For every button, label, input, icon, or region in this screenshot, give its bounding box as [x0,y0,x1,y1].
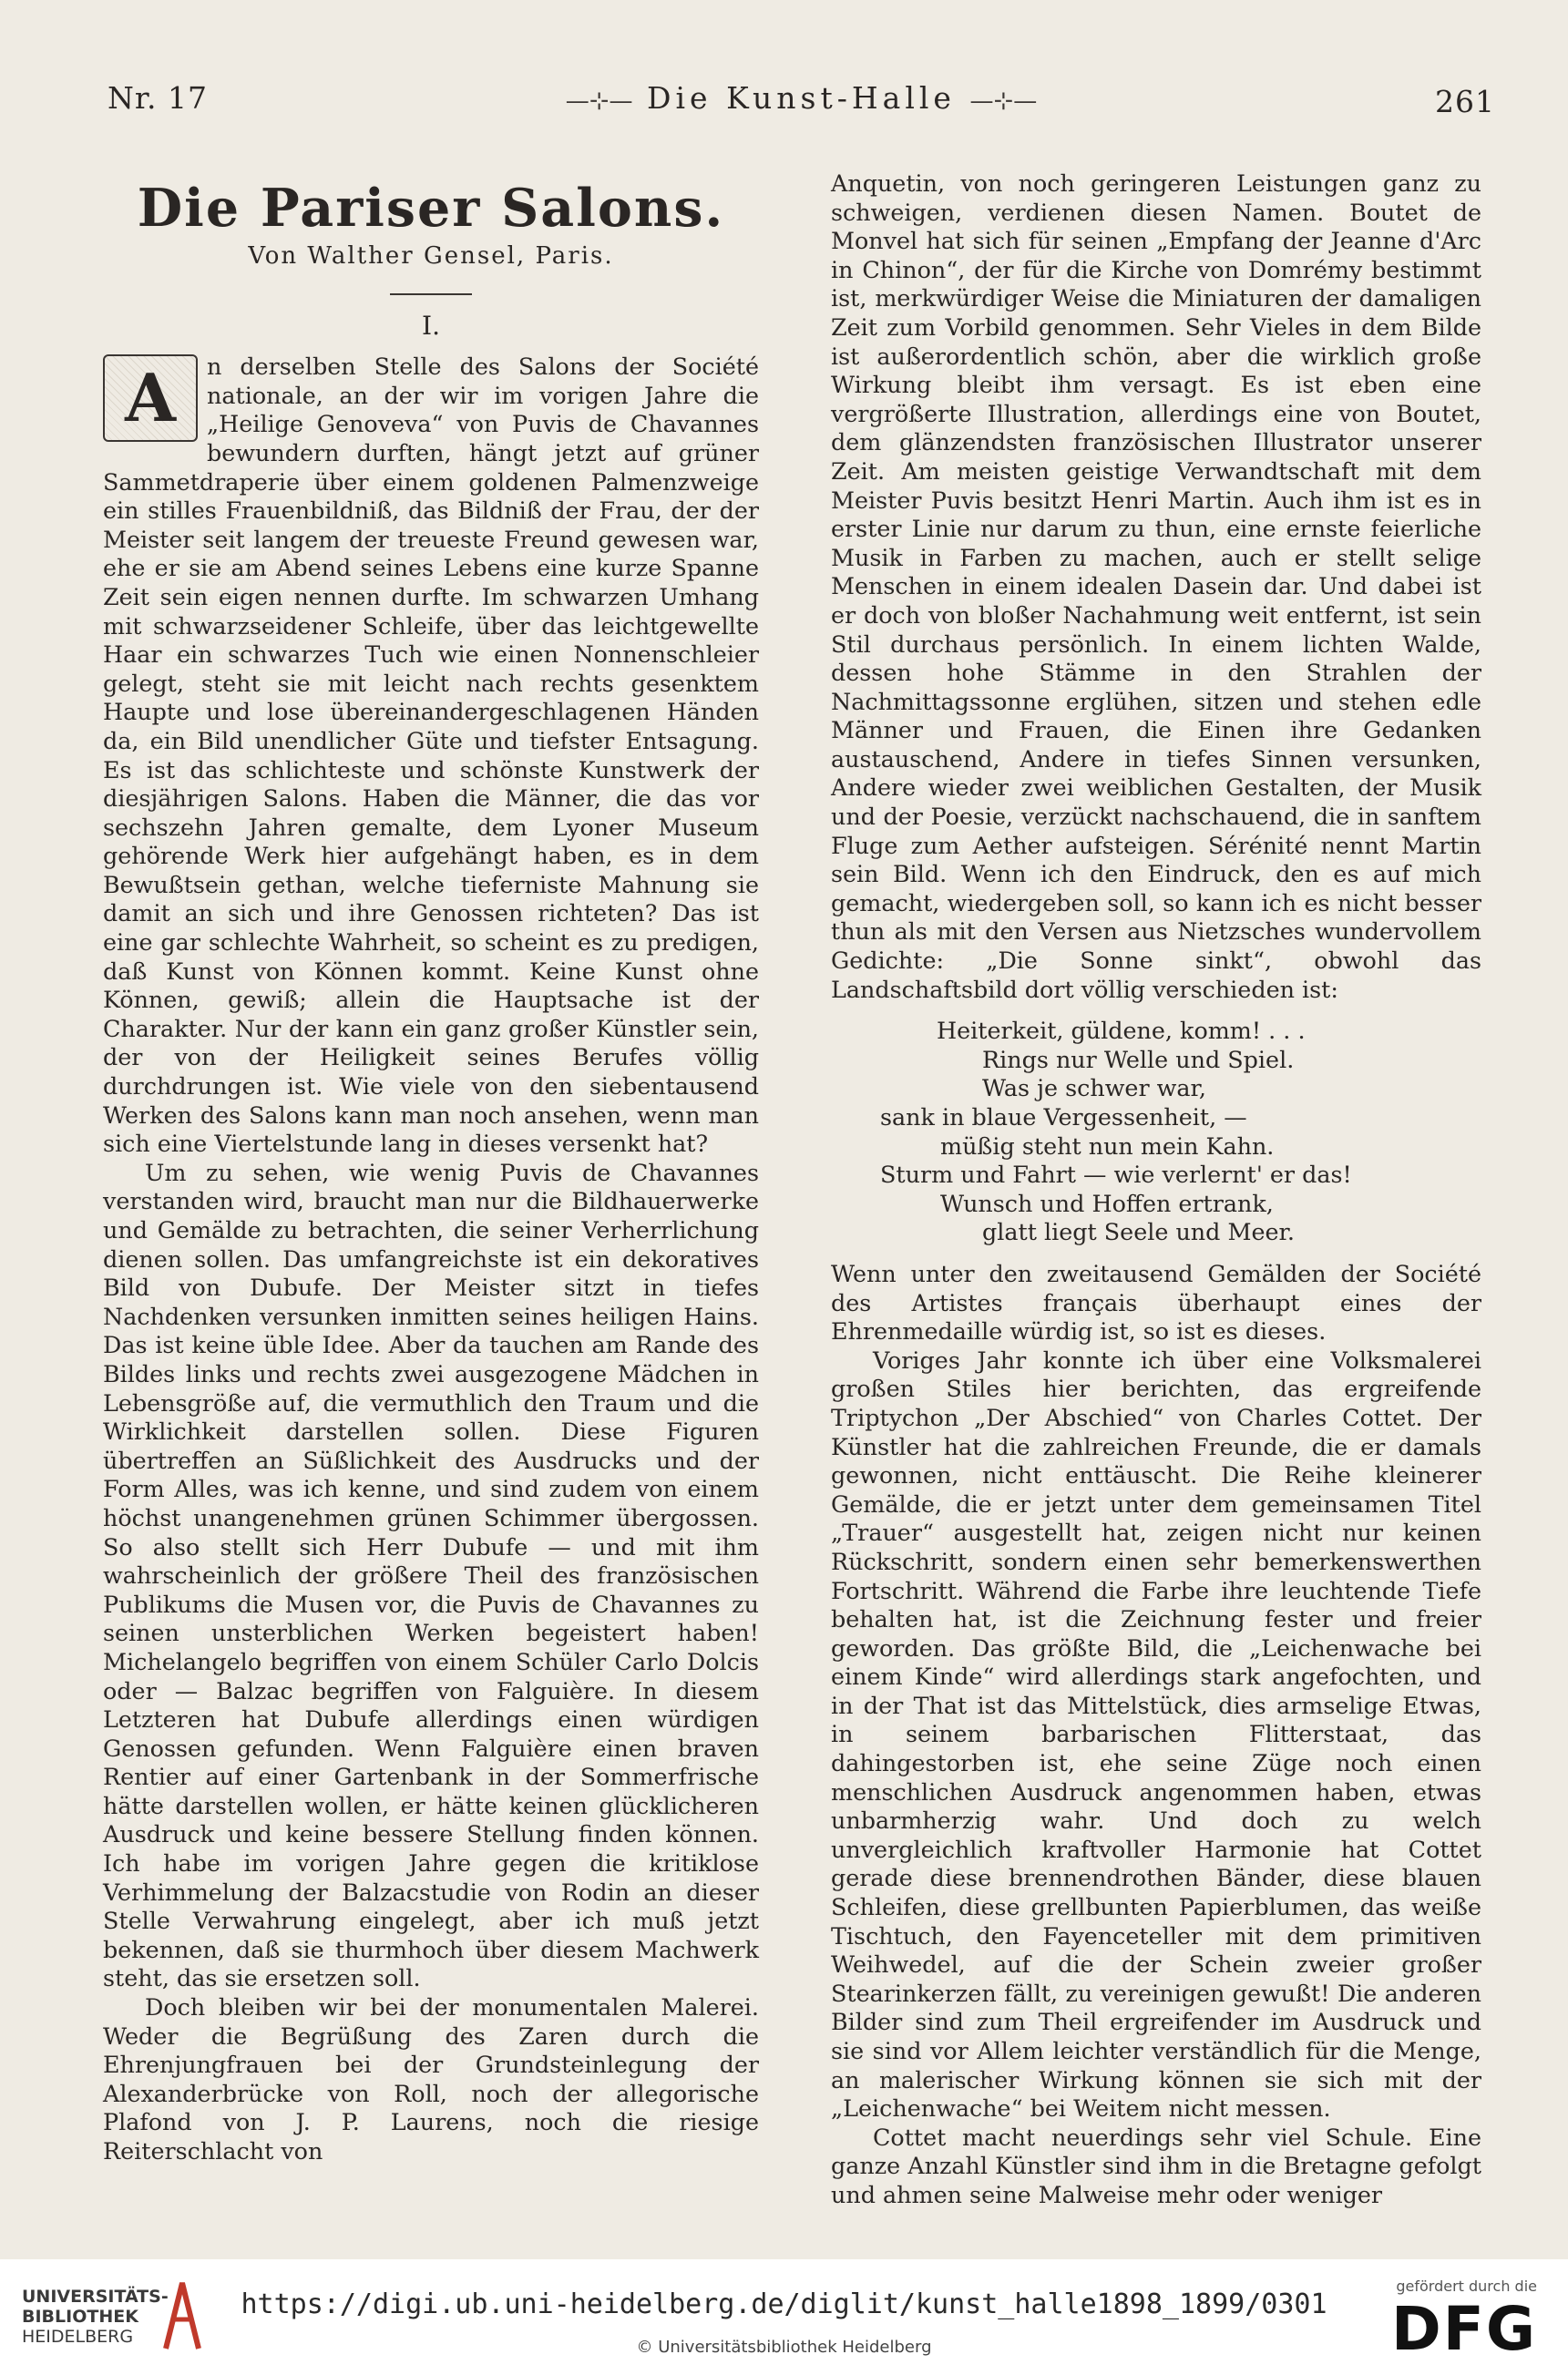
library-name-line3: HEIDELBERG [22,2327,134,2347]
poem-line: Wunsch und Hoffen ertrank, [940,1189,1274,1217]
paragraph-3: Doch bleiben wir bei der monumentalen Malerei. Weder die Begrüßung des Zaren durch die Ehrenjungfrauen bei der Grundsteinlegung der Alexanderbrücke von Roll, noch der allegorische Plafond von J. P. Laurens, noch die riesige Reiterschlacht von [103,1993,759,2165]
paragraph-1-text: n derselben Stelle des Salons der Société nationale, an der wir im vorigen Jahre die „Heilige Genoveva“ von Puvis de Chavannes bewundern durften, hängt jetzt auf grüner Sammetdraperie über einem goldenen Palmenzweige ein stilles Frauenbildniß, das Bildniß der Frau, der der Meister seit langem der treueste Freund gewesen war, ehe er sie am Abend seines Lebens eine kurze Spanne Zeit sein eigen nennen durfte. Im schwarzen Umhang mit schwarzseidener Schleife, über das leichtgewellte Haar ein schwarzes Tuch wie einen Nonnenschleier gelegt, steht sie mit leicht nach rechts gesenktem Haupte und lose übereinandergeschlagenen Händen da, ein Bild unendlicher Güte und tiefster Entsagung. Es ist das schlichteste und schönste Kunstwerk der diesjährigen Salons. Haben die Männer, die das vor sechszehn Jahren gemalte, dem Lyoner Museum gehörende Werk hier aufgehängt haben, es in dem Bewußtsein gethan, welche tieferniste Mahnung sie damit an sich und ihre Genossen richteten? Das ist eine gar schlechte Wahrheit, so scheint es zu predigen, daß Kunst von Können kommt. Keine Kunst ohne Können, gewiß; allein die Hauptsache ist der Charakter. Nur der kann ein ganz großer Künstler sein, der von der Heiligkeit seines Berufes völlig durchdrungen ist. Wie viele von den siebentausend Werken des Salons kann man noch ansehen, wenn man sich eine Viertelstunde lang in dieses versenkt hat? [103,353,759,1158]
ornament-left-icon: —⊹— [565,87,633,115]
paragraph-7: Cottet macht neuerdings sehr viel Schule. Eine ganze Anzahl Künstler sind ihm in die Bretagne gefolgt und ahmen seine Malweise mehr oder weniger [831,2123,1481,2208]
paragraph-1 [103,353,759,1159]
left-column [103,169,759,2166]
journal-title-text: Die Kunst-Halle [647,80,956,116]
copyright-notice: © Universitätsbibliothek Heidelberg [636,2338,932,2357]
paragraph-6: Voriges Jahr konnte ich über eine Volksmalerei großen Stiles hier berichten, das ergreifende Triptychon „Der Abschied“ von Charles Cottet. Der Künstler hat die zahlreichen Freunde, die er damals gewonnen, nicht enttäuscht. Die Reihe kleinerer Gemälde, die er jetzt unter dem gemeinsamen Titel „Trauer“ ausgestellt hat, zeigen nicht nur keinen Rückschritt, sondern einen sehr bemerkenswerthen Fortschritt. Während die Farbe ihre leuchtende Tiefe behalten hat, ist die Zeichnung fester und freier geworden. Das größte Bild, die „Leichenwache bei einem Kinde“ wird allerdings stark angefochten, und in der That ist das Mittelstück, dies armselige Etwas, in seinem barbarischen Flitterstaat, das dahingestorben ist, ehe seine Züge noch einen menschlichen Ausdruck angenommen haben, etwas unbarmherzig wahr. Und doch zu welch unvergleichlich kraftvoller Harmonie hat Cottet gerade diese brennendrothen Bänder, diese blauen Schleifen, diese grellbunten Papierblumen, das weiße Tischtuch, den Fayenceteller mit dem primitiven Weihwedel, auf die der Schein zweier großer Stearinkerzen fällt, zu vereinigen gewußt! Die anderen Bilder sind zum Theil ergreifender im Ausdruck und sie sind vor Allem leichter verständlich für die Menge, an malerischer Wirkung können sie sich mit der „Leichenwache“ bei Weitem nicht messen. [831,1346,1481,2123]
dfg-logo[interactable]: DFG [1390,2294,1537,2364]
permalink-url[interactable]: https://digi.ub.uni-heidelberg.de/diglit/kunst_halle1898_1899/0301 [241,2288,1327,2320]
dropcap-letter: A [103,354,198,442]
paragraph-4: Anquetin, von noch geringeren Leistungen ganz zu schweigen, verdienen diesen Namen. Boutet de Monvel hat sich für seinen „Empfang der Jeanne d'Arc in Chinon“, der für die Kirche von Domrémy bestimmt ist, merkwürdiger Weise die Miniaturen der damaligen Zeit zum Vorbild genommen. Sehr Vieles in dem Bilde ist außerordentlich schön, aber die wirklich große Wirkung bleibt ihm versagt. Es ist eben eine vergrößerte Illustration, allerdings eine von Boutet, dem glänzendsten französischen Illustrator unserer Zeit. Am meisten geistige Verwandtschaft mit dem Meister Puvis besitzt Henri Martin. Auch ihm ist es in erster Linie nur darum zu thun, eine ernste feierliche Musik in Farben zu machen, auch er stellt selige Menschen in einem idealen Dasein dar. Und dabei ist er doch von bloßer Nachahmung weit entfernt, ist sein Stil durchaus persönlich. In einem lichten Walde, dessen hohe Stämme in den Strahlen der Nachmittagssonne erglühen, sitzen und stehen edle Männer und Frauen, die Einen ihre Gedanken austauschend, Andere in tiefes Sinnen versunken, Andere wieder zwei weiblichen Gestalten, der Musik und der Poesie, verzückt nachschauend, die in sanftem Fluge zum Aether aufsteigen. Sérénité nennt Martin sein Bild. Wenn ich den Eindruck, den es auf mich gemacht, wiedergeben soll, so kann ich es nicht besser thun als mit den Versen aus Nietzsches wundervollem Gedichte: „Die Sonne sinkt“, obwohl das Landschaftsbild dort völlig verschieden ist: [831,169,1481,1003]
ornament-right-icon: —⊹— [969,87,1038,115]
poem-line: Heiterkeit, güldene, komm! . . . [937,1017,1306,1045]
journal-title [108,80,1495,116]
running-header [108,80,1495,126]
poem-line: sank in blaue Vergessenheit, — [880,1103,1247,1131]
paragraph-2: Um zu sehen, wie wenig Puvis de Chavannes verstanden wird, braucht man nur die Bildhauerwerke und Gemälde zu betrachten, die seiner Verherrlichung dienen sollen. Das umfangreichste ist ein dekoratives Bild von Dubufe. Der Meister sitzt in tiefes Nachdenken versunken inmitten seines heiligen Hains. Das ist keine üble Idee. Aber da tauchen am Rande des Bildes links und rechts zwei ausgezogene Mädchen in Lebensgröße auf, die vermuthlich den Traum und die Wirklichkeit darstellen sollen. Diese Figuren übertreffen an Süßlichkeit des Ausdrucks und der Form Alles, was ich kenne, und sind zudem von einem höchst unangenehmen grünen Schimmer übergossen. So also stellt sich Herr Dubufe — und mit ihm wahrscheinlich der größere Theil des französischen Publikums die Musen vor, die Puvis de Chavannes zu seinen unsterblichen Werken begeistert haben! Michelangelo begriffen von einem Schüler Carlo Dolcis oder — Balzac begriffen von Falguière. In diesem Letzteren hat Dubufe allerdings einen würdigen Genossen gefunden. Wenn Falguière einen braven Rentier auf einer Gartenbank in der Sommerfrische hätte darstellen wollen, er hätte keinen glücklicheren Ausdruck und keine bessere Stellung finden können. Ich habe im vorigen Jahre gegen die kritiklose Verhimmelung der Balzacstudie von Rodin an dieser Stelle Verwahrung eingelegt, aber ich muß jetzt bekennen, daß sie thurmhoch über diesem Machwerk steht, das sie ersetzen soll. [103,1158,759,1992]
digitization-footer [0,2259,1568,2375]
poem-line: Was je schwer war, [982,1074,1206,1102]
title-divider [390,293,472,295]
article-byline: Von Walther Gensel, Paris. [248,242,614,270]
section-number: I. [422,310,440,341]
poem-line: Sturm und Fahrt — wie verlernt' er das! [880,1161,1352,1189]
poem-line: Rings nur Welle und Spiel. [982,1045,1295,1073]
poem-quote [831,1017,1481,1247]
issue-number: Nr. 17 [108,80,208,116]
funding-label: gefördert durch die [1396,2278,1537,2295]
library-name-line1: UNIVERSITÄTS- [22,2287,169,2307]
page-number: 261 [1435,84,1495,119]
library-name-line2: BIBLIOTHEK [22,2307,138,2327]
right-column [831,169,1481,2210]
poem-line: glatt liegt Seele und Meer. [982,1218,1295,1246]
article-title: Die Pariser Salons. [137,178,725,239]
paragraph-5: Wenn unter den zweitausend Gemälden der Société des Artistes français überhaupt eines der Ehrenmedaille würdig ist, so ist es dieses. [831,1259,1481,1346]
poem-line: müßig steht nun mein Kahn. [940,1131,1275,1160]
